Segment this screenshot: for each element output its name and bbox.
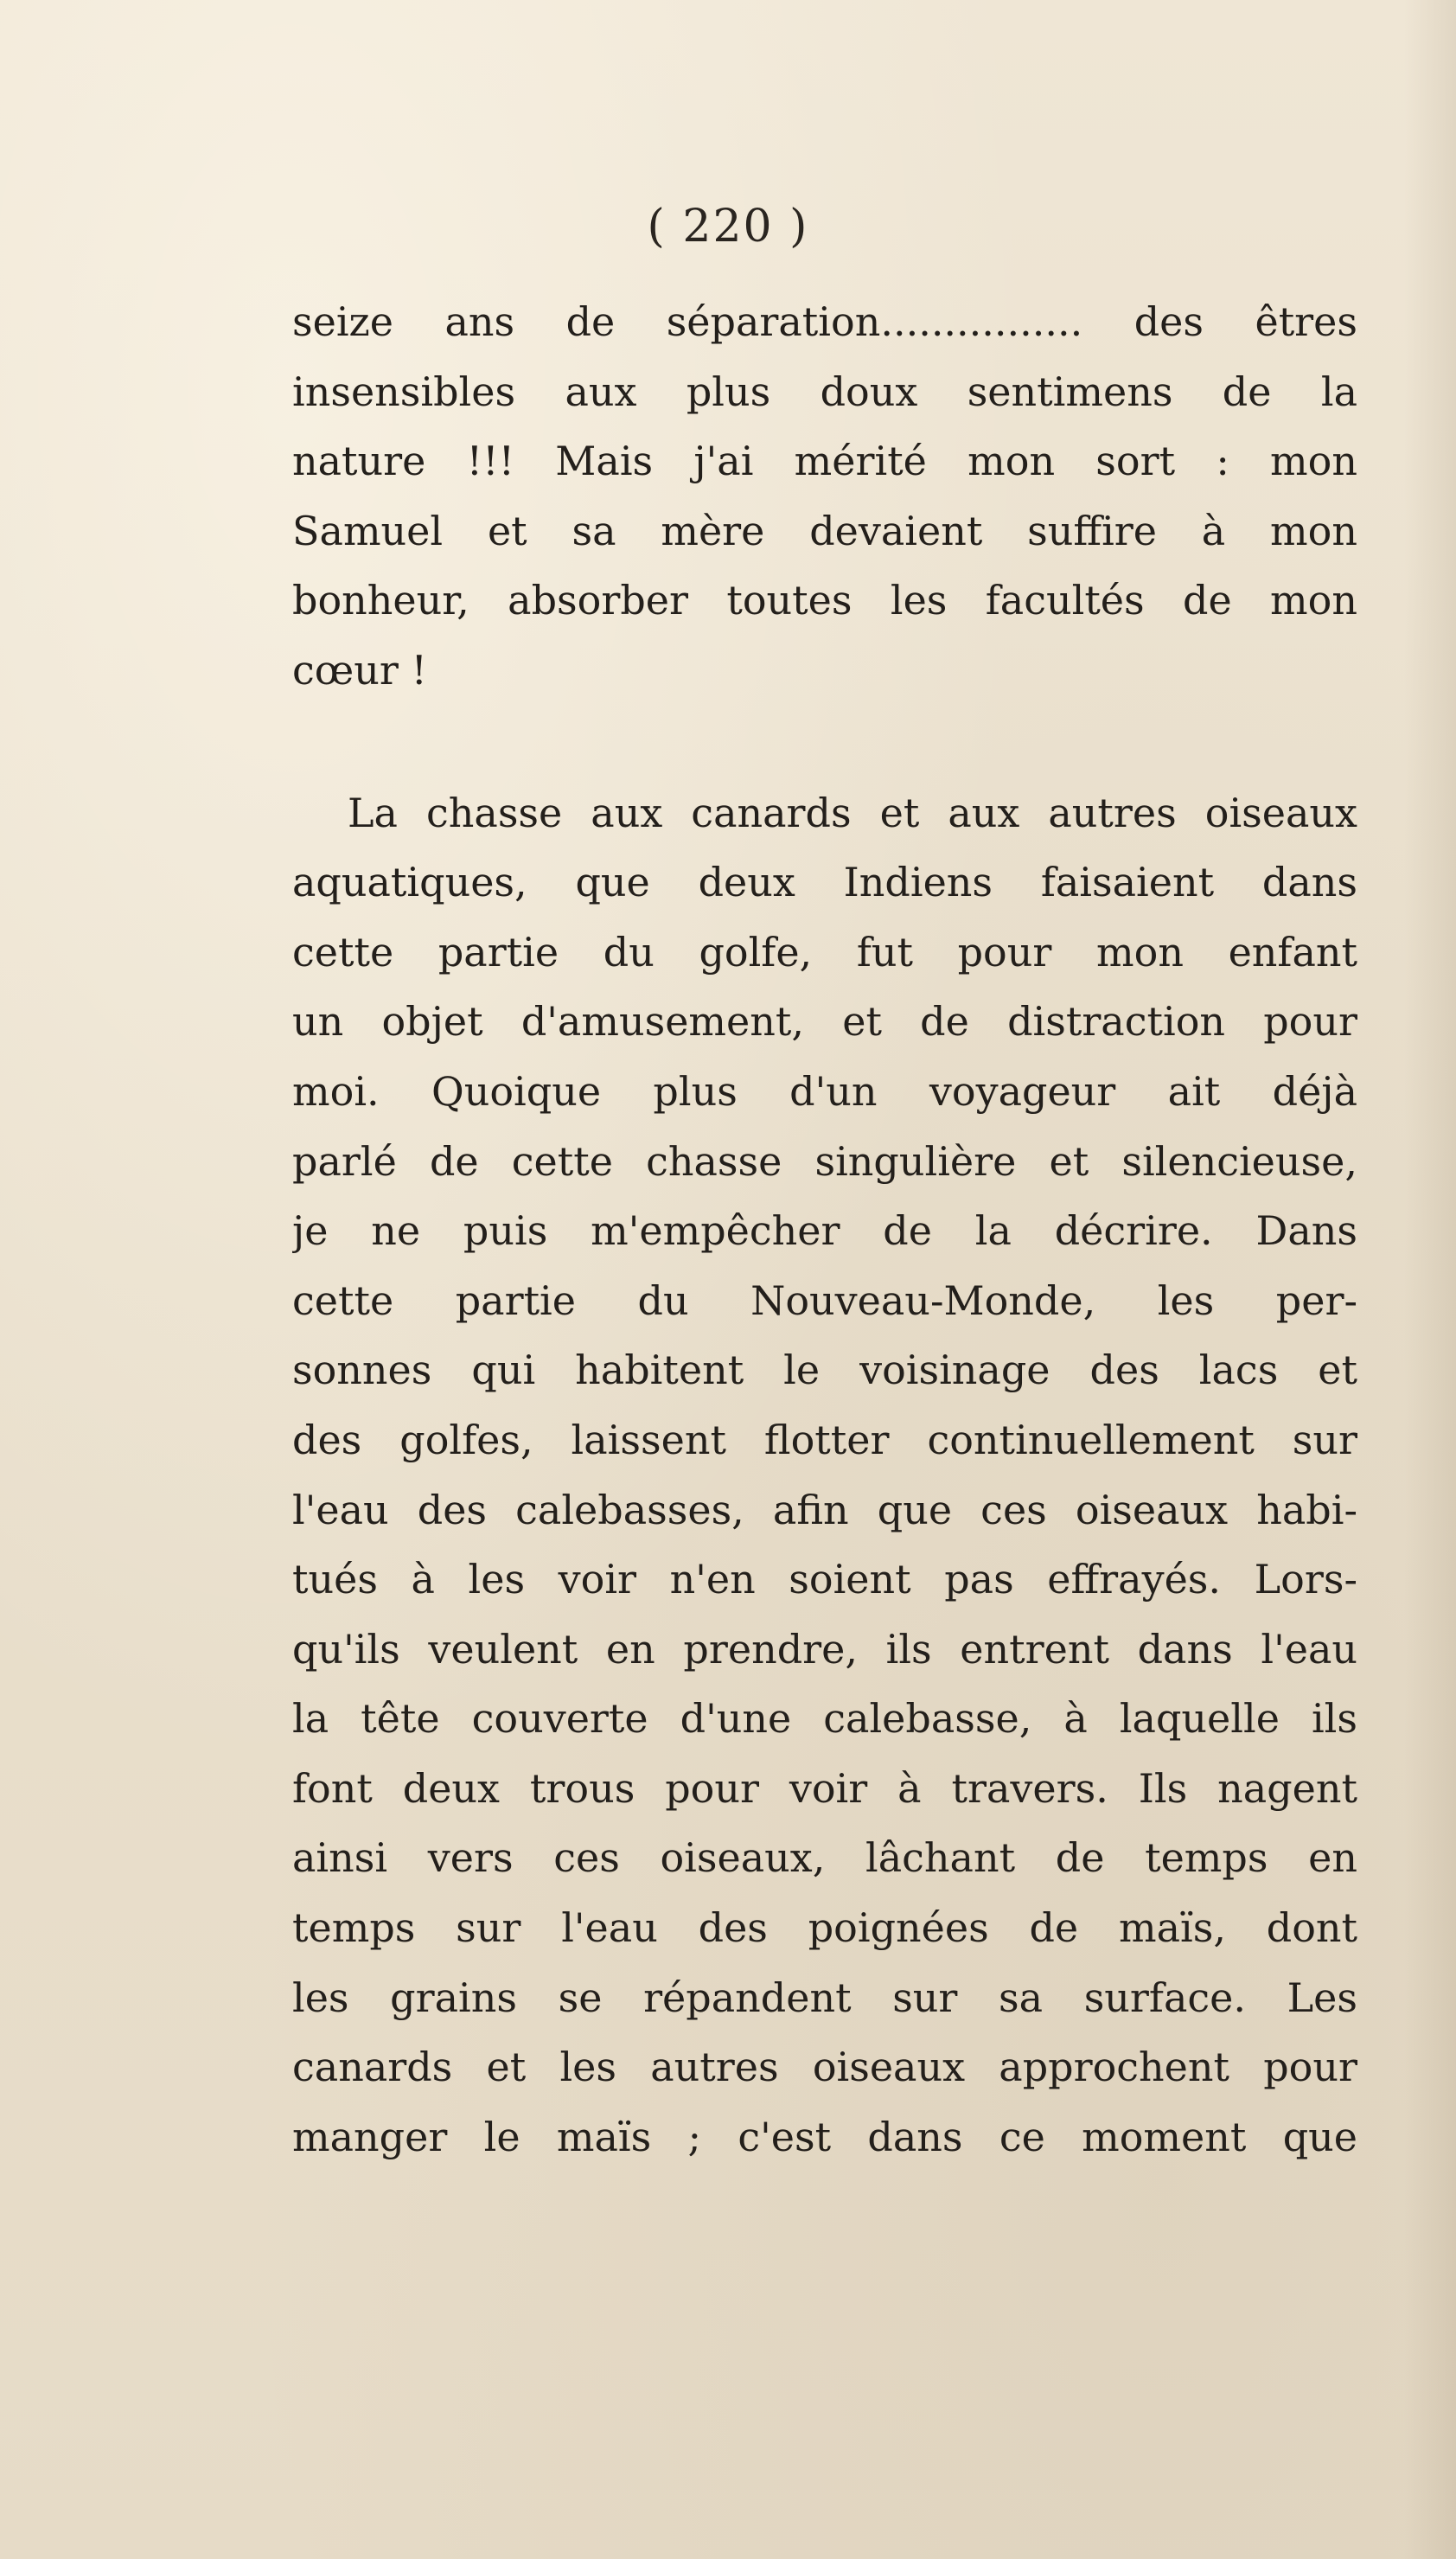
text-line: seize ans de séparation................ des êtres xyxy=(292,298,1357,345)
text-line: cette partie du Nouveau-Monde, les per- xyxy=(292,1276,1357,1324)
page-body xyxy=(292,287,1357,2172)
text-line: un objet d'amusement, et de distraction pour xyxy=(292,998,1357,1046)
text-line: manger le maïs ; c'est dans ce moment que xyxy=(292,2113,1357,2160)
page-number: ( 220 ) xyxy=(647,201,809,253)
text-line: canards et les autres oiseaux approchent pour xyxy=(292,2044,1357,2091)
text-line: nature !!! Mais j'ai mérité mon sort : mon xyxy=(292,438,1357,485)
text-line: aquatiques, que deux Indiens faisaient dans xyxy=(292,859,1357,906)
text-line: bonheur, absorber toutes les facultés de mon xyxy=(292,577,1357,624)
text-line: cette partie du golfe, fut pour mon enfant xyxy=(292,928,1357,976)
text-line: qu'ils veulent en prendre, ils entrent dans l'eau xyxy=(292,1625,1357,1673)
text-line: l'eau des calebasses, afin que ces oiseaux habi- xyxy=(292,1486,1357,1533)
text-line: tués à les voir n'en soient pas effrayés. Lors- xyxy=(292,1556,1357,1603)
text-line: parlé de cette chasse singulière et silencieuse, xyxy=(292,1137,1357,1185)
text-line: font deux trous pour voir à travers. Ils nagent xyxy=(292,1764,1357,1812)
text-line: ainsi vers ces oiseaux, lâchant de temps en xyxy=(292,1834,1357,1882)
text-line: cœur ! xyxy=(292,646,427,694)
text-line: je ne puis m'empêcher de la décrire. Dans xyxy=(292,1207,1357,1255)
paragraph-2 xyxy=(292,778,1357,2172)
text-line: insensibles aux plus doux sentimens de la xyxy=(292,368,1357,415)
paragraph-1 xyxy=(292,287,1357,706)
text-line: des golfes, laissent flotter continuellement sur xyxy=(292,1416,1357,1463)
text-line: la tête couverte d'une calebasse, à laquelle ils xyxy=(292,1695,1357,1743)
text-line: les grains se répandent sur sa surface. Les xyxy=(292,1974,1357,2021)
text-line: La chasse aux canards et aux autres oiseaux xyxy=(348,789,1357,836)
text-line: sonnes qui habitent le voisinage des lacs et xyxy=(292,1347,1357,1394)
text-line: moi. Quoique plus d'un voyageur ait déjà xyxy=(292,1067,1357,1115)
text-line: Samuel et sa mère devaient suffire à mon xyxy=(292,507,1357,554)
text-line: temps sur l'eau des poignées de maïs, dont xyxy=(292,1904,1357,1952)
paragraph-gap xyxy=(292,706,1357,778)
